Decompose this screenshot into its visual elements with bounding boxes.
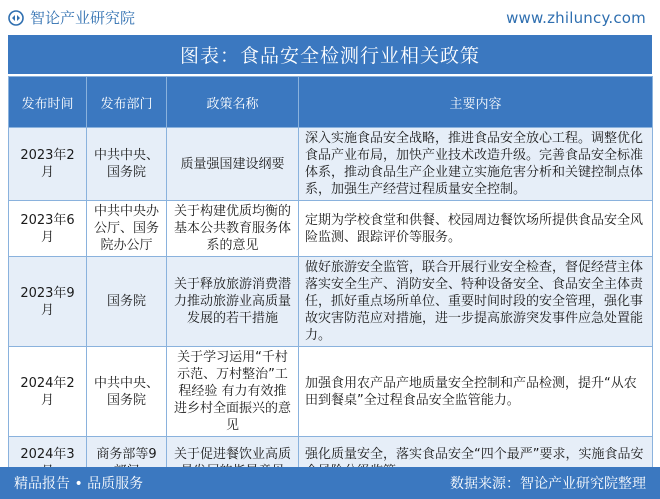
table-row bbox=[9, 201, 653, 257]
cell-policy-name: 关于促进餐饮业高质 bbox=[167, 437, 299, 489]
column-header: 主要内容 bbox=[299, 77, 653, 128]
cell-content: 深入实施食品安全战略，推进食品安全放心工程。调整优化食品产业布局，加快产业技术改造升级。完善食品安全标准体系，推动食品生产企业建立实施危害分析和关键控制点体系，加强生产经营过程质量安全控制。 bbox=[299, 128, 653, 201]
cell-dept: 商务部等9 bbox=[87, 437, 167, 489]
cell-content: 定期为学校食堂和供餐、校园周边餐饮场所提供食品安全风险监测、跟踪评价等服务。 bbox=[299, 201, 653, 257]
footer-slogan: 精品报告 • 品质服务 bbox=[14, 476, 144, 492]
cell-dept: 中共中央、国务院 bbox=[87, 128, 167, 201]
brand bbox=[8, 7, 135, 28]
column-header: 发布时间 bbox=[9, 77, 87, 128]
cell-content: 做好旅游安全监管，联合开展行业安全检查，督促经营主体落实安全生产、消防安全、特种设备安全、食品安全主体责任，抓好重点场所单位、重要时间时段的安全管理，强化事故灾害防范应对措施，进一步提高旅游突发事件应急处置能力。 bbox=[299, 257, 653, 347]
cell-content: 加强食用农产品产地质量安全控制和产品检测，提升“从农田到餐桌”全过程食品安全监管能力。 bbox=[299, 347, 653, 437]
data-source: 数据来源：智论产业研究院整理 bbox=[450, 476, 646, 492]
cell-policy-name: 关于构建优质均衡的基本公共教育服务体系的意见 bbox=[167, 201, 299, 257]
table-row bbox=[9, 128, 653, 201]
table-row bbox=[9, 257, 653, 347]
brand-logo-icon bbox=[8, 10, 24, 26]
cell-policy-name: 关于学习运用“千村示范、万村整治”工程经验 有力有效推进乡村全面振兴的意见 bbox=[167, 347, 299, 437]
column-header: 发布部门 bbox=[87, 77, 167, 128]
website-url[interactable]: www.zhiluncy.com bbox=[506, 8, 646, 27]
cell-dept: 中共中央办公厅、国务院办公厅 bbox=[87, 201, 167, 257]
policy-table bbox=[8, 76, 653, 489]
cell-dept: 国务院 bbox=[87, 257, 167, 347]
cell-time: 2023年2月 bbox=[9, 128, 87, 201]
cell-time: 2023年6月 bbox=[9, 201, 87, 257]
cell-time: 2024年3 bbox=[9, 437, 87, 489]
cell-policy-name: 质量强国建设纲要 bbox=[167, 128, 299, 201]
cell-time: 2024年2月 bbox=[9, 347, 87, 437]
cell-policy-name: 关于释放旅游消费潜力推动旅游业高质量发展的若干措施 bbox=[167, 257, 299, 347]
column-header: 政策名称 bbox=[167, 77, 299, 128]
page-title: 图表：食品安全检测行业相关政策 bbox=[8, 35, 652, 74]
brand-name: 智论产业研究院 bbox=[30, 9, 136, 27]
header-bar bbox=[0, 0, 660, 35]
cell-dept: 中共中央、国务院 bbox=[87, 347, 167, 437]
cell-time: 2023年9月 bbox=[9, 257, 87, 347]
cell-content: 强化质量安全，落实食品安全“四个最严”要求，实施食品安 bbox=[299, 437, 653, 489]
footer-bar bbox=[0, 467, 660, 499]
table-row bbox=[9, 347, 653, 437]
table-header-row bbox=[9, 77, 653, 128]
